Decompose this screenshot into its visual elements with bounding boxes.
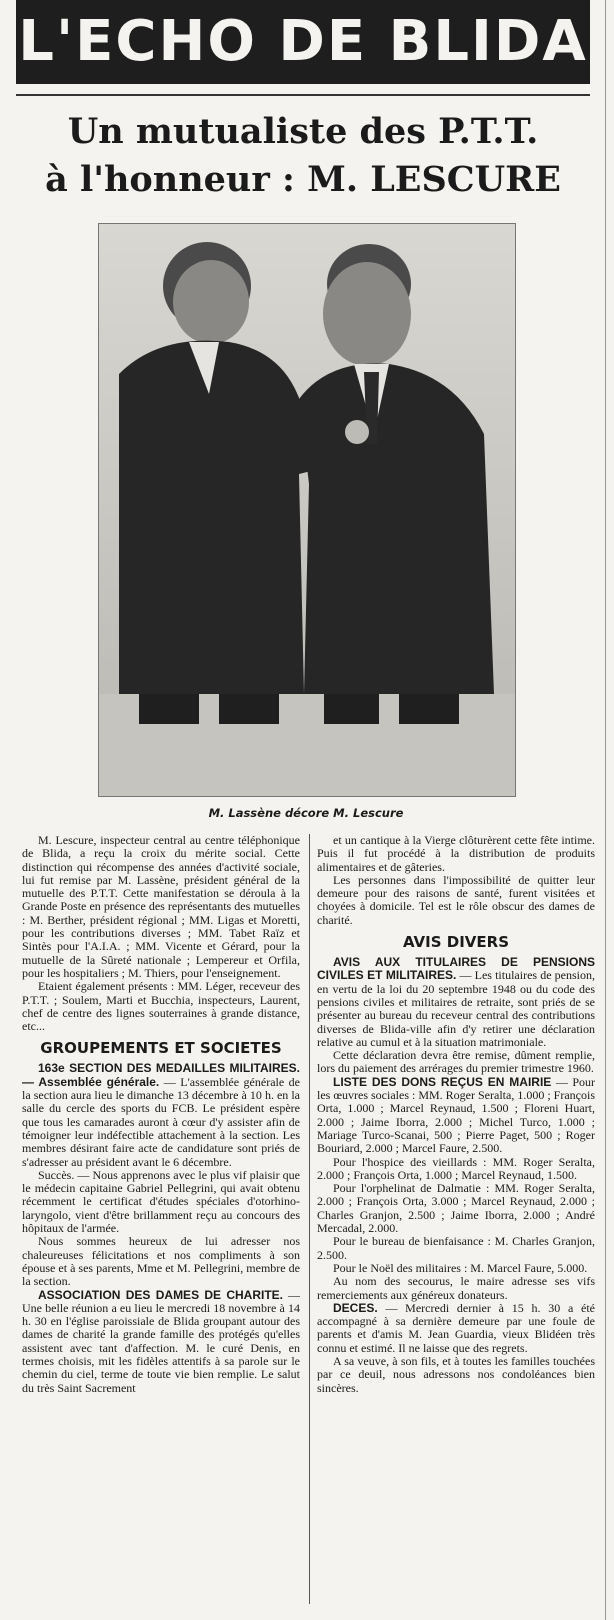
headline-line-2: à l'honneur : M. LESCURE [45, 159, 561, 200]
section-title-medailles: 163e SECTION DES MEDAILLES MILITAIRES. — Assemblée générale. [22, 1061, 300, 1089]
right-para-4: Cette déclaration devra être remise, dûment remplie, lors du paiement des arrérages du premier trimestre 1960. [317, 1048, 595, 1076]
section-title-pensions: AVIS AUX TITULAIRES DE PENSIONS CIVILES ET MILITAIRES. [317, 955, 595, 983]
left-para-2: Etaient également présents : MM. Léger, receveur des P.T.T. ; Soulem, Marti et Bucchia, inspecteurs, Laurent, chef de centre des lignes souterraines à grande distance, etc... [22, 979, 300, 1034]
section-title-deces: DECES. [333, 1300, 378, 1315]
right-para-1: et un cantique à la Vierge clôturèrent cette fête intime. Puis il fut procédé à la distribution de produits alimentaires et de gâteries. [317, 834, 595, 874]
left-para-5: Nous sommes heureux de lui adresser nos chaleureuses félicitations et nos compliments à son épouse et à ses parents, Mme et M. Pellegrini, membre de la section. [22, 1234, 300, 1289]
left-para-6 [22, 1289, 300, 1395]
left-para-4: Succès. — Nous apprenons avec le plus vif plaisir que le médecin capitaine Gabriel Pellegrini, qui avait obtenu récemment le certificat d'études spéciales d'otorhino-laryngolo, vient d'être brillamment reçu au concours des hôpitaux de l'armée. [22, 1167, 300, 1236]
section-title-dames: ASSOCIATION DES DAMES DE CHARITE. [38, 1287, 284, 1302]
medal [345, 420, 369, 444]
right-para-3 [317, 956, 595, 1049]
right-para-5-text: — Pour les œuvres sociales : MM. Roger Seralta, 1.000 ; François Orta, 1.000 ; Marcel Reynaud, 1.500 ; Floreni Huart, 2.000 ; Jaime Iborra, 2.000 ; Michel Turco, 1.000 ; Mariage Turco-Scanai, 500 ; Pierre Paget, 500 ; Roger Bouriard, 2.000 ; Marcel Faure, 2.500. [317, 1074, 595, 1156]
right-para-7: Pour l'orphelinat de Dalmatie : MM. Roger Seralta, 2.000 ; François Orta, 3.000 ; Marcel Reynaud, 2.000 ; Charles Granjon, 2.500 ; Jaime Iborra, 2.000 ; André Mercadal, 2.000. [317, 1181, 595, 1236]
page-edge [605, 0, 606, 1620]
photo-illustration [99, 224, 515, 796]
headline-line-1: Un mutualiste des P.T.T. [67, 111, 539, 152]
right-para-2: Les personnes dans l'impossibilité de quitter leur demeure pour des raisons de santé, furent visitées et choyées à domicile. Tel est le rôle obscur des dames de charité. [317, 872, 595, 927]
section-title-dons: LISTE DES DONS REÇUS EN MAIRIE [333, 1074, 552, 1089]
subhead-avis-divers: AVIS DIVERS [402, 933, 510, 952]
left-para-6-text: — Une belle réunion a eu lieu le mercredi 18 novembre à 14 h. 30 en l'église paroissiale de Blida groupant autour des dames de charité la grande famille des protégés qu'elles assistent avec tant d'affection. M. le curé Denis, en termes choisis, mit les fidèles attentifs à sa parole sur le chemin du ciel, terme de toute vie bien remplie. Le salut du très Saint Sacrement [22, 1287, 300, 1395]
right-para-3-text: — Les titulaires de pension, en vertu de la loi du 20 septembre 1948 ou du code des pensions civiles et militaires de retraite, sont priés de se présenter au bureau du receveur central des contributions diverses de Blida-ville afin d'y retirer une déclaration relative au cumul et à la situation matrimoniale. [317, 968, 595, 1049]
right-para-5 [317, 1076, 595, 1156]
right-para-6: Pour l'hospice des vieillards : MM. Roger Seralta, 2.000 ; François Orta, 1.000 ; Marcel Reynaud, 1.500. [317, 1154, 595, 1182]
left-column [22, 834, 300, 1616]
right-para-8: Pour le bureau de bienfaisance : M. Charles Granjon, 2.500. [317, 1234, 595, 1262]
masthead: L'ECHO DE BLIDA [16, 0, 590, 84]
photo-caption: M. Lassène décore M. Lescure [208, 806, 404, 820]
left-para-1: M. Lescure, inspecteur central au centre téléphonique de Blida, a reçu la croix du mérite social. Cette distinction qui récompense des années d'activité sociale, lui fut remise par M. Lassène, président général de la mutuelle des P.T.T. Cette manifestation se déroula à la Grande Poste en présence des représentants des mutuelles : M. Berther, président régional ; MM. Ligas et Moretti, pour les contributions diverses ; MM. Tabet Raïz et Sintès pour l'A.I.A. ; MM. Vicente et Gérard, pour la mutuelle de la Sûreté nationale ; Lempereur et Orfila, pour les hospitaliers ; M. Thiers, pour l'enseignement. [22, 834, 300, 980]
photo [98, 223, 516, 797]
left-para-3 [22, 1062, 300, 1168]
column-divider [309, 834, 310, 1604]
right-column [317, 834, 595, 1616]
right-para-11-text: — Mercredi dernier à 15 h. 30 a été accompagné à sa dernière demeure par une foule de parents et d'amis M. Jean Guardia, vieux Blidéen très connu et estimé. Il ne laisse que des regrets. [317, 1300, 595, 1355]
masthead-rule [16, 94, 590, 96]
left-para-3-text: — L'assemblée générale de la section aura lieu le dimanche 13 décembre à 10 h. en la salle du cercle des sports du FCB. Le président espère que tous les camarades auront à cœur d'y assister afin de témoigner leur indéfectible attachement à la section. Les membres désirant faire acte de candidature sont priés de s'adresser au président avant le 6 décembre. [22, 1074, 300, 1169]
subhead-groupements: GROUPEMENTS ET SOCIETES [40, 1039, 282, 1058]
right-para-9: Pour le Noël des militaires : M. Marcel Faure, 5.000. [333, 1260, 588, 1275]
right-para-10: Au nom des secourus, le maire adresse ses vifs remerciements aux généreux donateurs. [317, 1274, 595, 1302]
right-para-11 [317, 1302, 595, 1355]
right-para-12: A sa veuve, à son fils, et à toutes les familles touchées par ce deuil, nous adressons nos condoléances bien sincères. [317, 1353, 595, 1395]
